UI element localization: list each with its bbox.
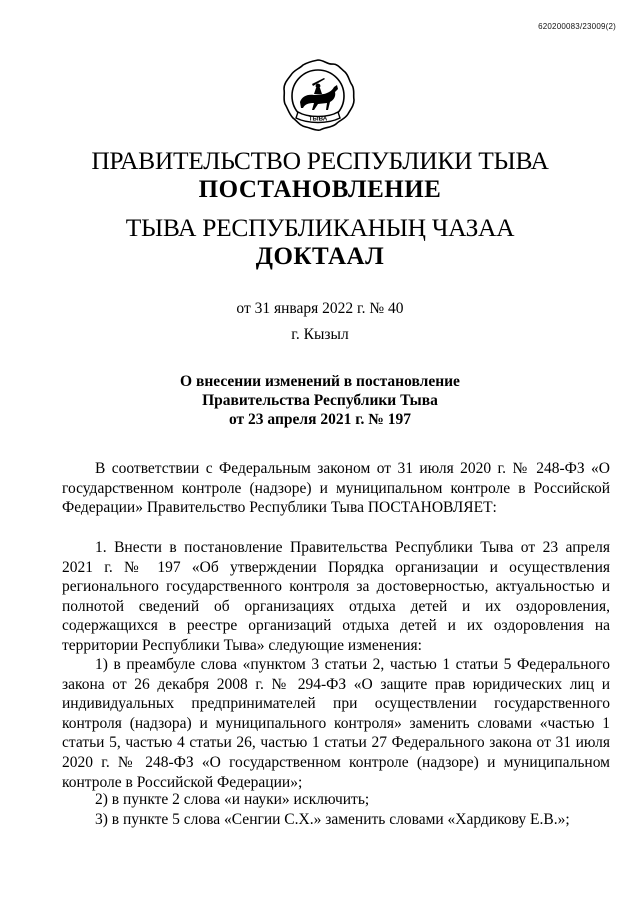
intro-paragraph: В соответствии с Федеральным законом от 31 июля 2020 г. № 248-ФЗ «О государственном контроле (надзоре) и муниципальном контроле в Российской Федерации» Правительство Республики Тыва ПОСТАНОВЛЯЕТ:	[62, 460, 610, 517]
decree-title-tuvan: ДОКТААЛ	[255, 243, 385, 270]
subject-line-3: от 23 апреля 2021 г. № 197	[229, 411, 411, 428]
subitem-1-paragraph: 1) в преамбуле слова «пунктом 3 статьи 2, частью 1 статьи 5 Федерального закона от 26 декабря 2008 г. № 294-ФЗ «О защите прав юридических лиц и индивидуальных предпринимателей при осуществлении государственного контроля (надзора) и муниципального контроля» заменить словами «частью 1 статьи 5, частью 4 статьи 26, частью 1 статьи 27 Федерального закона от 31 июля 2020 г. № 248-ФЗ «О государственном контроле (надзоре) и муниципальном контроле в Российской Федерации»;	[62, 656, 610, 791]
decree-date-number: от 31 января 2022 г. № 40	[236, 300, 404, 317]
subitem-3-paragraph: 3) в пункте 5 слова «Сенгии С.Х.» заменить словами «Хардикову Е.В.»;	[95, 811, 570, 828]
decree-subject	[0, 372, 640, 429]
item-1-paragraph: 1. Внести в постановление Правительства Республики Тыва от 23 апреля 2021 г. № 197 «Об утверждении Порядка организации и осуществления регионального государственного контроля за достоверностью, актуальностью и полнотой сведений об организациях отдыха детей и их оздоровления, содержащихся в реестре организаций отдыха детей и их оздоровления на территории Республики Тыва» следующие изменения:	[62, 539, 610, 654]
decree-title: ПОСТАНОВЛЕНИЕ	[198, 176, 442, 203]
subject-line-2: Правительства Республики Тыва	[202, 392, 438, 409]
tuva-coat-of-arms-icon	[278, 56, 358, 136]
decree-city: г. Кызыл	[291, 326, 349, 343]
emblem-label: ТЫВА	[308, 115, 328, 123]
subject-line-1: О внесении изменений в постановление	[180, 373, 460, 390]
government-title: ПРАВИТЕЛЬСТВО РЕСПУБЛИКИ ТЫВА	[91, 146, 549, 175]
government-title-tuvan: ТЫВА РЕСПУБЛИКАНЫҢ ЧАЗАА	[125, 213, 515, 242]
document-number: 620200083/23009(2)	[538, 22, 616, 31]
subitem-2-paragraph: 2) в пункте 2 слова «и науки» исключить;	[95, 791, 370, 808]
